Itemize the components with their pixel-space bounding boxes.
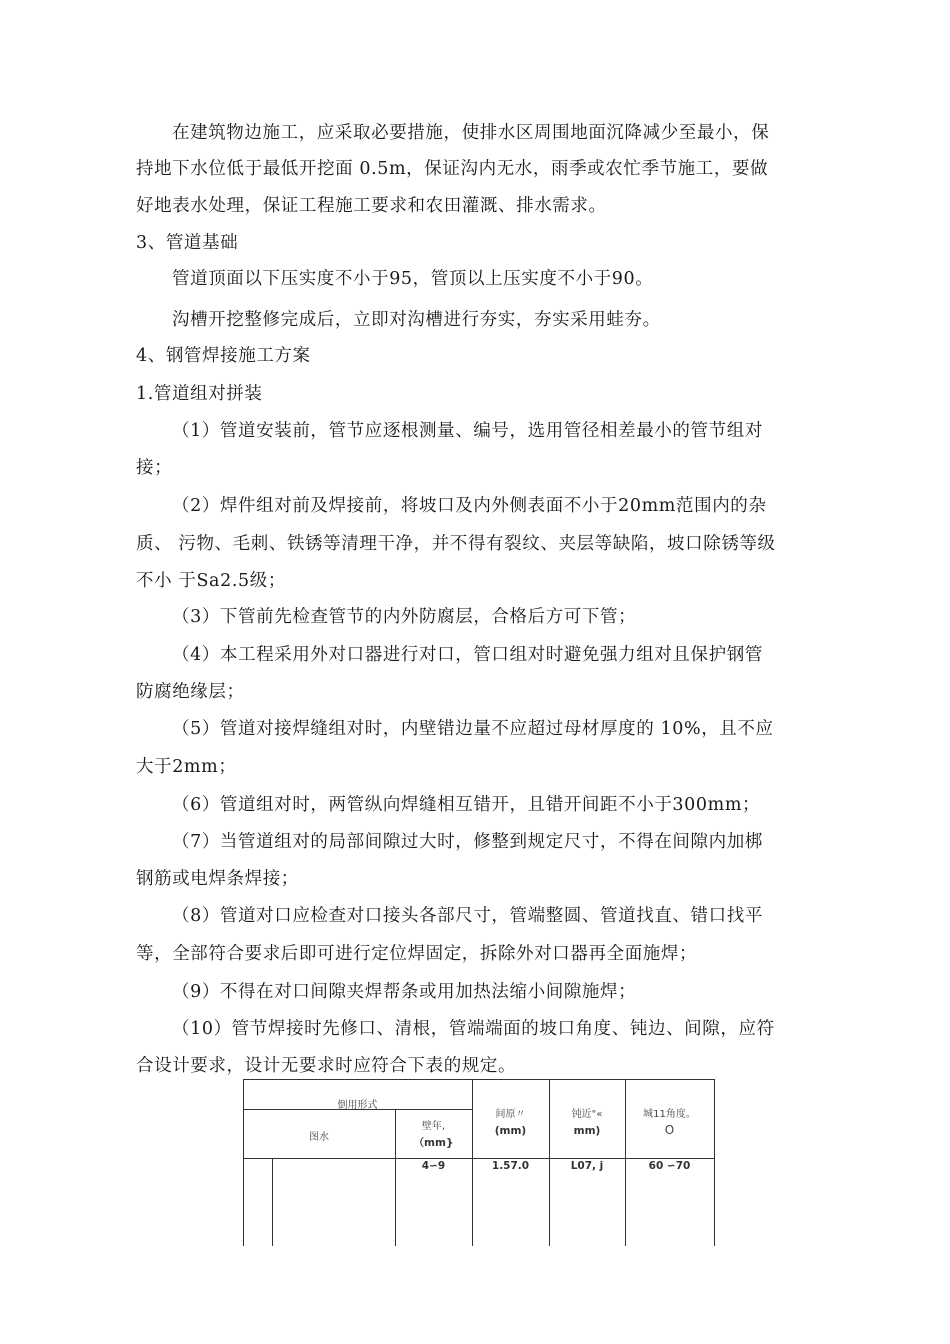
list-item-line: （1）管道安装前，管节应逐根测量、编号，选用管径相差最小的管节组对 xyxy=(172,421,763,441)
header-group-label: 倒用形式 xyxy=(337,1100,378,1111)
table-divider xyxy=(272,1159,273,1246)
list-item-line: 接； xyxy=(136,458,173,478)
list-item-line: （6）管道组对时，两管纵向焊缝相互错开，且错开间距不小于300mm； xyxy=(172,795,761,815)
section-heading: 3、管道基础 xyxy=(136,233,239,253)
list-item-line: （2）焊件组对前及焊接前，将坡口及内外侧表面不小于20mm范围内的杂 xyxy=(172,496,767,516)
paragraph-line: 管道顶面以下压实度不小于95，管顶以上压实度不小于90。 xyxy=(172,269,654,289)
cell-groove-angle: 60 ∽70 xyxy=(648,1160,691,1172)
list-item-line: 大于2mm； xyxy=(136,757,237,777)
header-diagram: 图水 xyxy=(309,1132,329,1143)
list-item-line: 钢筋或电焊条焊接； xyxy=(136,869,299,889)
list-item-line: （8）管道对口应检查对口接头各部尺寸，管端整圆、管道找直、错口找平 xyxy=(172,906,763,926)
groove-spec-table xyxy=(243,1079,715,1246)
table-divider xyxy=(243,1158,714,1159)
header-blunt-edge: 钝近"« xyxy=(571,1109,603,1120)
list-item-line: 不小 于Sa2.5级； xyxy=(136,571,286,591)
paragraph-line: 沟槽开挖整修完成后，立即对沟槽进行夯实，夯实采用蛙夯。 xyxy=(172,310,661,330)
paragraph-line: 持地下水位低于最低开挖面 0.5m，保证沟内无水，雨季或农忙季节施工，要做 xyxy=(136,159,769,179)
header-wall-thickness: 壁年, xyxy=(421,1121,446,1132)
header-gap: 间原〃 xyxy=(495,1109,526,1120)
header-wall-unit: （mm} xyxy=(413,1137,454,1149)
header-gap-unit: (mm) xyxy=(494,1125,527,1137)
cell-gap: 1.57.0 xyxy=(491,1160,530,1172)
header-groove-angle: 城11角度。 xyxy=(643,1109,696,1120)
list-item-line: 防腐绝缘层； xyxy=(136,682,245,702)
list-item-line: （5）管道对接焊缝组对时，内壁错边量不应超过母材厚度的 10%，且不应 xyxy=(172,719,774,739)
subsection-heading: 1.管道组对拼装 xyxy=(136,384,263,404)
section-heading: 4、钢管焊接施工方案 xyxy=(136,346,311,366)
paragraph-line: 好地表水处理，保证工程施工要求和农田灌溉、排水需求。 xyxy=(136,196,607,216)
list-item-line: 等，全部符合要求后即可进行定位焊固定，拆除外对口器再全面施焊； xyxy=(136,944,698,964)
paragraph-line: 在建筑物边施工，应采取必要措施，使排水区周围地面沉降减少至最小，保 xyxy=(172,123,770,143)
list-item-line: （9）不得在对口间隙夹焊帮条或用加热法缩小间隙施焊； xyxy=(172,982,637,1002)
list-item-line: （3）下管前先检查管节的内外防腐层，合格后方可下管； xyxy=(172,607,637,627)
cell-blunt-edge: L07, j xyxy=(570,1160,604,1172)
header-angle-unit: O xyxy=(664,1123,675,1137)
list-item-line: 合设计要求，设计无要求时应符合下表的规定。 xyxy=(136,1056,517,1076)
list-item-line: （10）管节焊接时先修口、清根，管端端面的坡口角度、钝边、间隙，应符 xyxy=(172,1019,775,1039)
list-item-line: 质、 污物、毛刺、铁锈等清理干净，并不得有裂纹、夹层等缺陷，坡口除锈等级 xyxy=(136,534,776,554)
list-item-line: （7）当管道组对的局部间隙过大时，修整到规定尺寸，不得在间隙内加梆 xyxy=(172,832,763,852)
list-item-line: （4）本工程采用外对口器进行对口，管口组对时避免强力组对且保护钢管 xyxy=(172,645,763,665)
cell-wall-thickness: 4∽9 xyxy=(421,1160,446,1172)
header-blunt-unit: mm) xyxy=(573,1125,601,1137)
